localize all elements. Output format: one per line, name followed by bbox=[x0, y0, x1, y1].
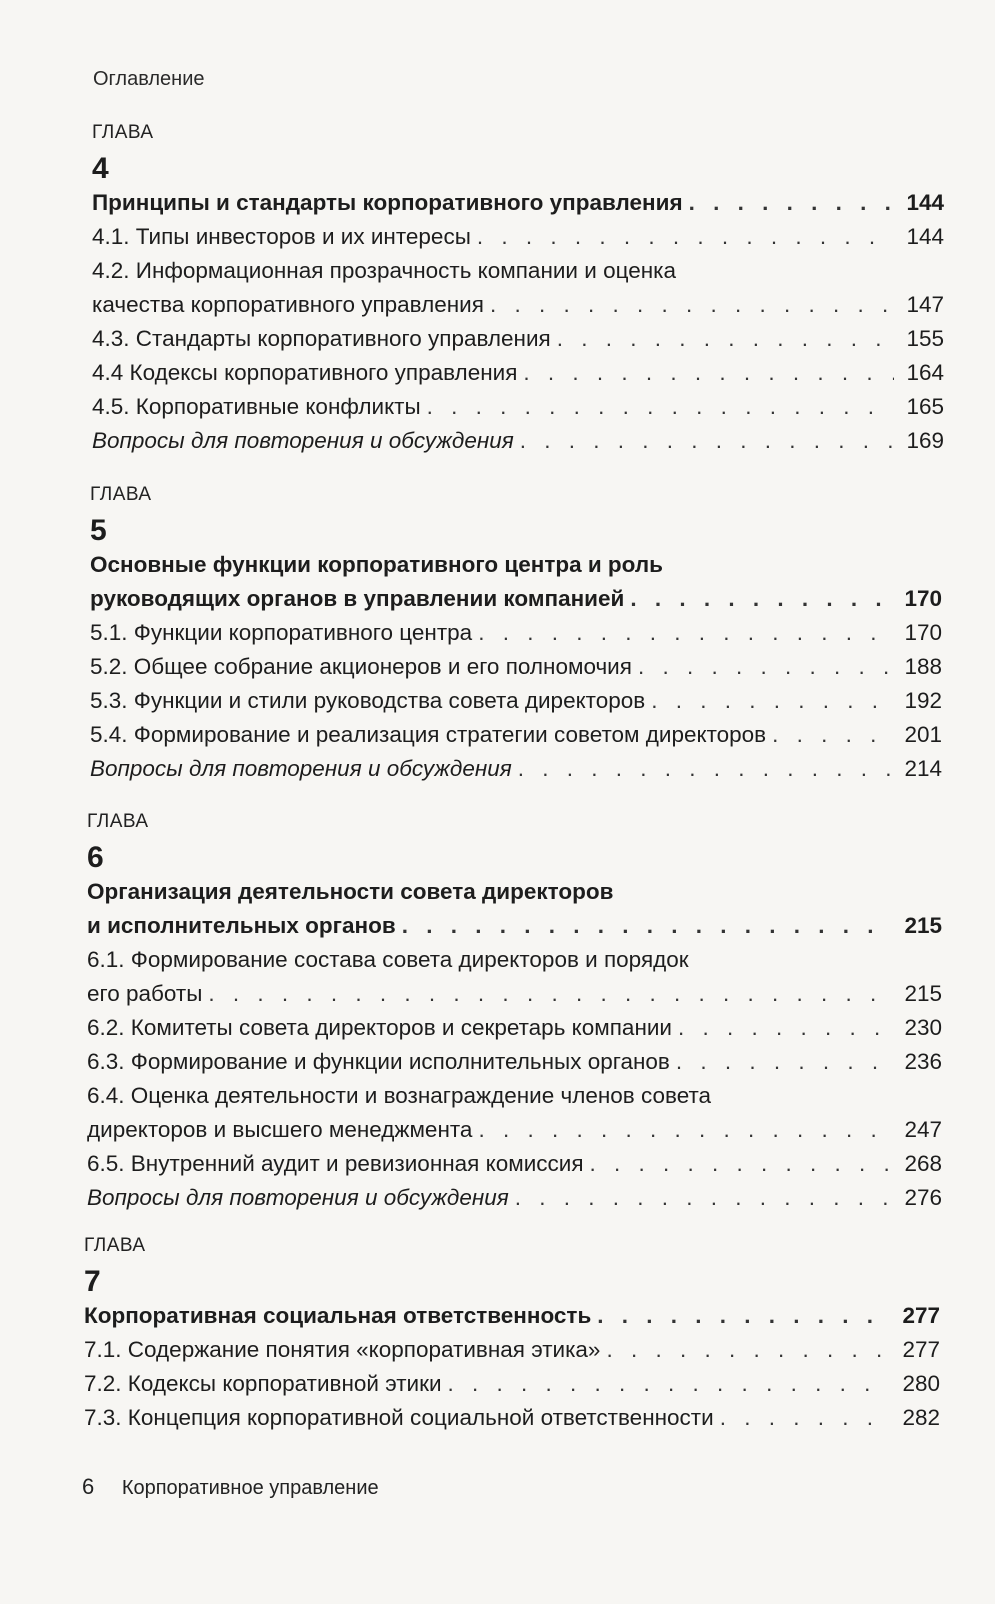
entry-page-number: 192 bbox=[904, 688, 942, 713]
entry-text: Вопросы для повторения и обсуждения bbox=[92, 428, 514, 453]
leader-dots bbox=[448, 1367, 890, 1401]
entry-page-number: 276 bbox=[904, 1185, 942, 1210]
chapter-section bbox=[92, 122, 944, 458]
chapter-number: 4 bbox=[92, 152, 109, 185]
entry-text: 6.4. Оценка деятельности и вознаграждение членов совета bbox=[87, 1083, 712, 1108]
toc-entry[interactable] bbox=[92, 254, 944, 322]
entry-page-number: 144 bbox=[906, 224, 944, 249]
entry-text: 6.1. Формирование состава совета директоров и порядок bbox=[87, 947, 689, 972]
entry-page-number: 277 bbox=[902, 1337, 940, 1362]
entry-page-number: 268 bbox=[904, 1151, 942, 1176]
entry-page-number: 164 bbox=[906, 360, 944, 385]
entry-page-number: 236 bbox=[904, 1049, 942, 1074]
review-questions-entry[interactable] bbox=[90, 752, 942, 786]
review-questions-entry[interactable] bbox=[87, 1181, 942, 1215]
entry-text: 4.1. Типы инвесторов и их интересы bbox=[92, 224, 471, 249]
entry-text: 7.3. Концепция корпоративной социальной ответственности bbox=[84, 1405, 714, 1430]
leader-dots bbox=[606, 1333, 890, 1367]
entry-page-number: 144 bbox=[906, 190, 944, 215]
leader-dots bbox=[597, 1299, 890, 1333]
leader-dots bbox=[490, 288, 894, 322]
entry-text: 6.3. Формирование и функции исполнительных органов bbox=[87, 1049, 670, 1074]
toc-entry[interactable] bbox=[87, 1011, 942, 1045]
leader-dots bbox=[208, 977, 892, 1011]
toc-entry[interactable] bbox=[92, 390, 944, 424]
toc-entry[interactable] bbox=[92, 220, 944, 254]
chapter-label: ГЛАВА bbox=[92, 122, 154, 143]
entry-page-number: 230 bbox=[904, 1015, 942, 1040]
page-footer bbox=[82, 1474, 379, 1500]
leader-dots bbox=[477, 220, 894, 254]
book-title: Корпоративное управление bbox=[121, 1477, 379, 1499]
leader-dots bbox=[689, 186, 894, 220]
chapter-label: ГЛАВА bbox=[90, 484, 152, 505]
leader-dots bbox=[638, 650, 892, 684]
leader-dots bbox=[590, 1147, 892, 1181]
entry-page-number: 169 bbox=[906, 428, 944, 453]
toc-entry[interactable] bbox=[84, 1367, 940, 1401]
entry-text: его работы bbox=[87, 981, 203, 1006]
entry-page-number: 280 bbox=[902, 1371, 940, 1396]
entry-page-number: 215 bbox=[904, 913, 942, 938]
chapter-title-entry[interactable] bbox=[90, 548, 942, 616]
entry-page-number: 282 bbox=[902, 1405, 940, 1430]
chapter-number: 6 bbox=[87, 841, 104, 874]
entry-text: Вопросы для повторения и обсуждения bbox=[87, 1185, 509, 1210]
entry-text: Корпоративная социальная ответственность bbox=[84, 1303, 592, 1328]
entry-page-number: 201 bbox=[904, 722, 942, 747]
entry-text: 4.4 Кодексы корпоративного управления bbox=[92, 360, 518, 385]
toc-entry[interactable] bbox=[90, 650, 942, 684]
entry-text: 4.2. Информационная прозрачность компании и оценка bbox=[92, 258, 677, 283]
toc-entry[interactable] bbox=[92, 356, 944, 390]
toc-entry[interactable] bbox=[87, 943, 942, 1011]
chapter-section bbox=[90, 484, 942, 786]
leader-dots bbox=[402, 909, 892, 943]
entry-page-number: 165 bbox=[906, 394, 944, 419]
leader-dots bbox=[651, 684, 892, 718]
page-number: 6 bbox=[82, 1474, 95, 1499]
toc-entry[interactable] bbox=[87, 1079, 942, 1147]
entry-text: Вопросы для повторения и обсуждения bbox=[90, 756, 512, 781]
toc-entry[interactable] bbox=[84, 1401, 940, 1435]
toc-entry[interactable] bbox=[87, 1147, 942, 1181]
chapter-label: ГЛАВА bbox=[84, 1235, 146, 1256]
entry-text: Основные функции корпоративного центра и роль bbox=[90, 552, 663, 577]
entry-text: директоров и высшего менеджмента bbox=[87, 1117, 473, 1142]
review-questions-entry[interactable] bbox=[92, 424, 944, 458]
entry-text: качества корпоративного управления bbox=[92, 292, 484, 317]
entry-text: 6.5. Внутренний аудит и ревизионная комиссия bbox=[87, 1151, 584, 1176]
leader-dots bbox=[630, 582, 892, 616]
toc-entry[interactable] bbox=[90, 718, 942, 752]
toc-entry[interactable] bbox=[87, 1045, 942, 1079]
entry-page-number: 215 bbox=[904, 981, 942, 1006]
chapter-title-entry[interactable] bbox=[92, 186, 944, 220]
leader-dots bbox=[523, 356, 894, 390]
entry-text: 6.2. Комитеты совета директоров и секретарь компании bbox=[87, 1015, 672, 1040]
entry-page-number: 277 bbox=[902, 1303, 940, 1328]
entry-page-number: 170 bbox=[904, 620, 942, 645]
leader-dots bbox=[518, 752, 892, 786]
entry-text: 7.1. Содержание понятия «корпоративная этика» bbox=[84, 1337, 601, 1362]
leader-dots bbox=[427, 390, 894, 424]
entry-text: руководящих органов в управлении компанией bbox=[90, 586, 625, 611]
running-header: Оглавление bbox=[93, 68, 205, 90]
entry-text: 5.1. Функции корпоративного центра bbox=[90, 620, 473, 645]
leader-dots bbox=[676, 1045, 892, 1079]
leader-dots bbox=[478, 616, 892, 650]
entry-text: 4.3. Стандарты корпоративного управления bbox=[92, 326, 551, 351]
entry-text: Организация деятельности совета директоров bbox=[87, 879, 614, 904]
chapter-label: ГЛАВА bbox=[87, 811, 149, 832]
entry-page-number: 247 bbox=[904, 1117, 942, 1142]
chapter-title-entry[interactable] bbox=[84, 1299, 940, 1333]
toc-entry[interactable] bbox=[92, 322, 944, 356]
entry-text: 4.5. Корпоративные конфликты bbox=[92, 394, 421, 419]
toc-entry[interactable] bbox=[84, 1333, 940, 1367]
leader-dots bbox=[720, 1401, 890, 1435]
entry-page-number: 170 bbox=[904, 586, 942, 611]
leader-dots bbox=[557, 322, 894, 356]
entry-page-number: 188 bbox=[904, 654, 942, 679]
toc-entry[interactable] bbox=[90, 616, 942, 650]
entry-text: 7.2. Кодексы корпоративной этики bbox=[84, 1371, 442, 1396]
leader-dots bbox=[478, 1113, 892, 1147]
leader-dots bbox=[772, 718, 892, 752]
toc-entry[interactable] bbox=[90, 684, 942, 718]
chapter-section bbox=[84, 1235, 940, 1435]
entry-text: и исполнительных органов bbox=[87, 913, 396, 938]
entry-page-number: 214 bbox=[904, 756, 942, 781]
chapter-title-entry[interactable] bbox=[87, 875, 942, 943]
leader-dots bbox=[678, 1011, 892, 1045]
entry-text: 5.3. Функции и стили руководства совета директоров bbox=[90, 688, 646, 713]
entry-text: 5.4. Формирование и реализация стратегии советом директоров bbox=[90, 722, 767, 747]
entry-text: 5.2. Общее собрание акционеров и его полномочия bbox=[90, 654, 632, 679]
chapter-number: 7 bbox=[84, 1265, 101, 1298]
entry-text: Принципы и стандарты корпоративного управления bbox=[92, 190, 683, 215]
leader-dots bbox=[515, 1181, 892, 1215]
entry-page-number: 155 bbox=[906, 326, 944, 351]
chapter-section bbox=[87, 811, 942, 1215]
chapter-number: 5 bbox=[90, 514, 107, 547]
leader-dots bbox=[520, 424, 894, 458]
entry-page-number: 147 bbox=[906, 292, 944, 317]
